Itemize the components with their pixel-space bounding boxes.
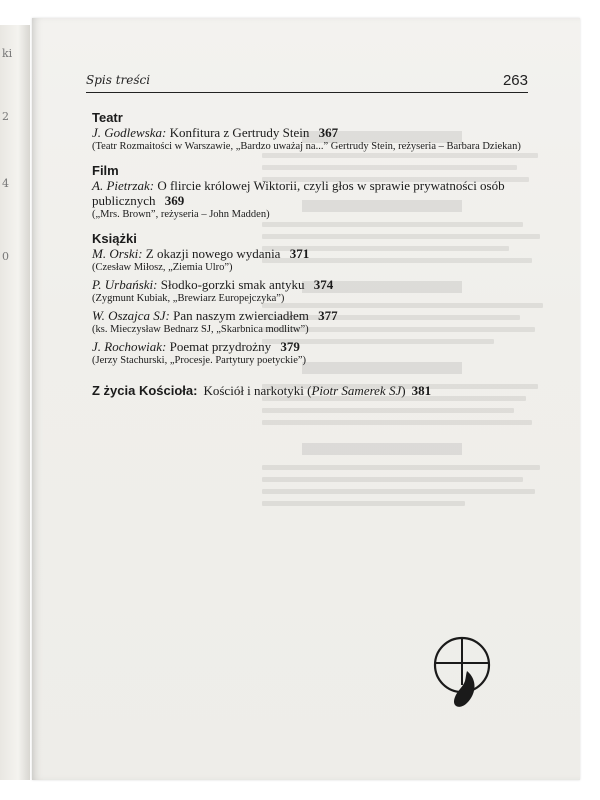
entry-title: Poemat przydrożny: [169, 339, 272, 354]
entry-author: J. Rochowiak:: [92, 339, 167, 354]
entry-author: P. Urbański:: [92, 277, 158, 292]
entry-title: Konfitura z Gertrudy Stein: [169, 125, 310, 140]
entry-note: (ks. Mieczysław Bednarz SJ, „Skarbnica modlitw”): [92, 324, 309, 335]
entry-author: W. Oszajca SJ:: [92, 308, 170, 323]
table-of-contents: [92, 110, 522, 398]
entry-title: O flircie królowej Wiktorii, czyli głos w sprawie prywatności osób publicznych: [92, 178, 505, 208]
entry-author: A. Pietrzak:: [92, 178, 155, 193]
entry-page: 379: [280, 339, 300, 354]
entry-title: Z okazji nowego wydania: [145, 246, 281, 261]
margin-fragment: 2: [2, 110, 9, 123]
entry-title: Słodko-gorzki smak antyku: [160, 277, 305, 292]
entry-author: J. Godlewska:: [92, 125, 167, 140]
entry-title-close: ): [401, 383, 406, 398]
toc-entry: [92, 178, 522, 221]
cross-flame-emblem-icon: [427, 633, 497, 713]
toc-section-ksiazki: [92, 231, 522, 367]
entry-note: („Mrs. Brown”, reżyseria – John Madden): [92, 209, 270, 220]
entry-page: 371: [289, 246, 310, 261]
margin-fragment: 0: [2, 250, 9, 263]
toc-entry: [92, 339, 522, 367]
toc-entry: [92, 308, 522, 336]
entry-author: Piotr Samerek SJ: [311, 383, 402, 398]
running-header: [86, 68, 528, 93]
toc-entry: [92, 246, 522, 274]
entry-title: Kościół i narkotyki (: [203, 383, 312, 398]
entry-note: (Jerzy Stachurski, „Procesje. Partytury poetyckie”): [92, 355, 307, 366]
previous-page-edge: [0, 25, 30, 780]
entry-note: (Czesław Miłosz, „Ziemia Ulro”): [92, 262, 233, 273]
entry-page: 369: [164, 193, 185, 208]
entry-note: (Teatr Rozmaitości w Warszawie, „Bardzo uważaj na...” Gertrudy Stein, reżyseria – Barbara Dziekan): [92, 141, 521, 152]
toc-section-film: [92, 163, 522, 221]
toc-section-church-life: [92, 383, 522, 398]
section-heading: Z życia Kościoła:: [92, 383, 198, 398]
entry-page: 367: [318, 125, 339, 140]
toc-entry: [92, 125, 522, 153]
entry-author: M. Orski:: [92, 246, 143, 261]
book-page: [32, 18, 580, 780]
toc-entry: [92, 277, 522, 305]
entry-page: 374: [313, 277, 334, 292]
toc-section-teatr: [92, 110, 522, 153]
entry-note: (Zygmunt Kubiak, „Brewiarz Europejczyka”): [92, 293, 285, 304]
entry-title: Pan naszym zwierciadłem: [173, 308, 309, 323]
entry-page: 377: [318, 308, 338, 323]
header-title: Spis treści: [86, 73, 151, 87]
page-number: 263: [502, 72, 528, 89]
entry-page: 381: [411, 383, 432, 398]
section-heading: Teatr: [92, 110, 123, 125]
section-heading: Książki: [92, 231, 137, 246]
margin-fragment: ki: [2, 47, 13, 60]
margin-fragment: 4: [2, 177, 9, 190]
section-heading: Film: [92, 163, 119, 178]
